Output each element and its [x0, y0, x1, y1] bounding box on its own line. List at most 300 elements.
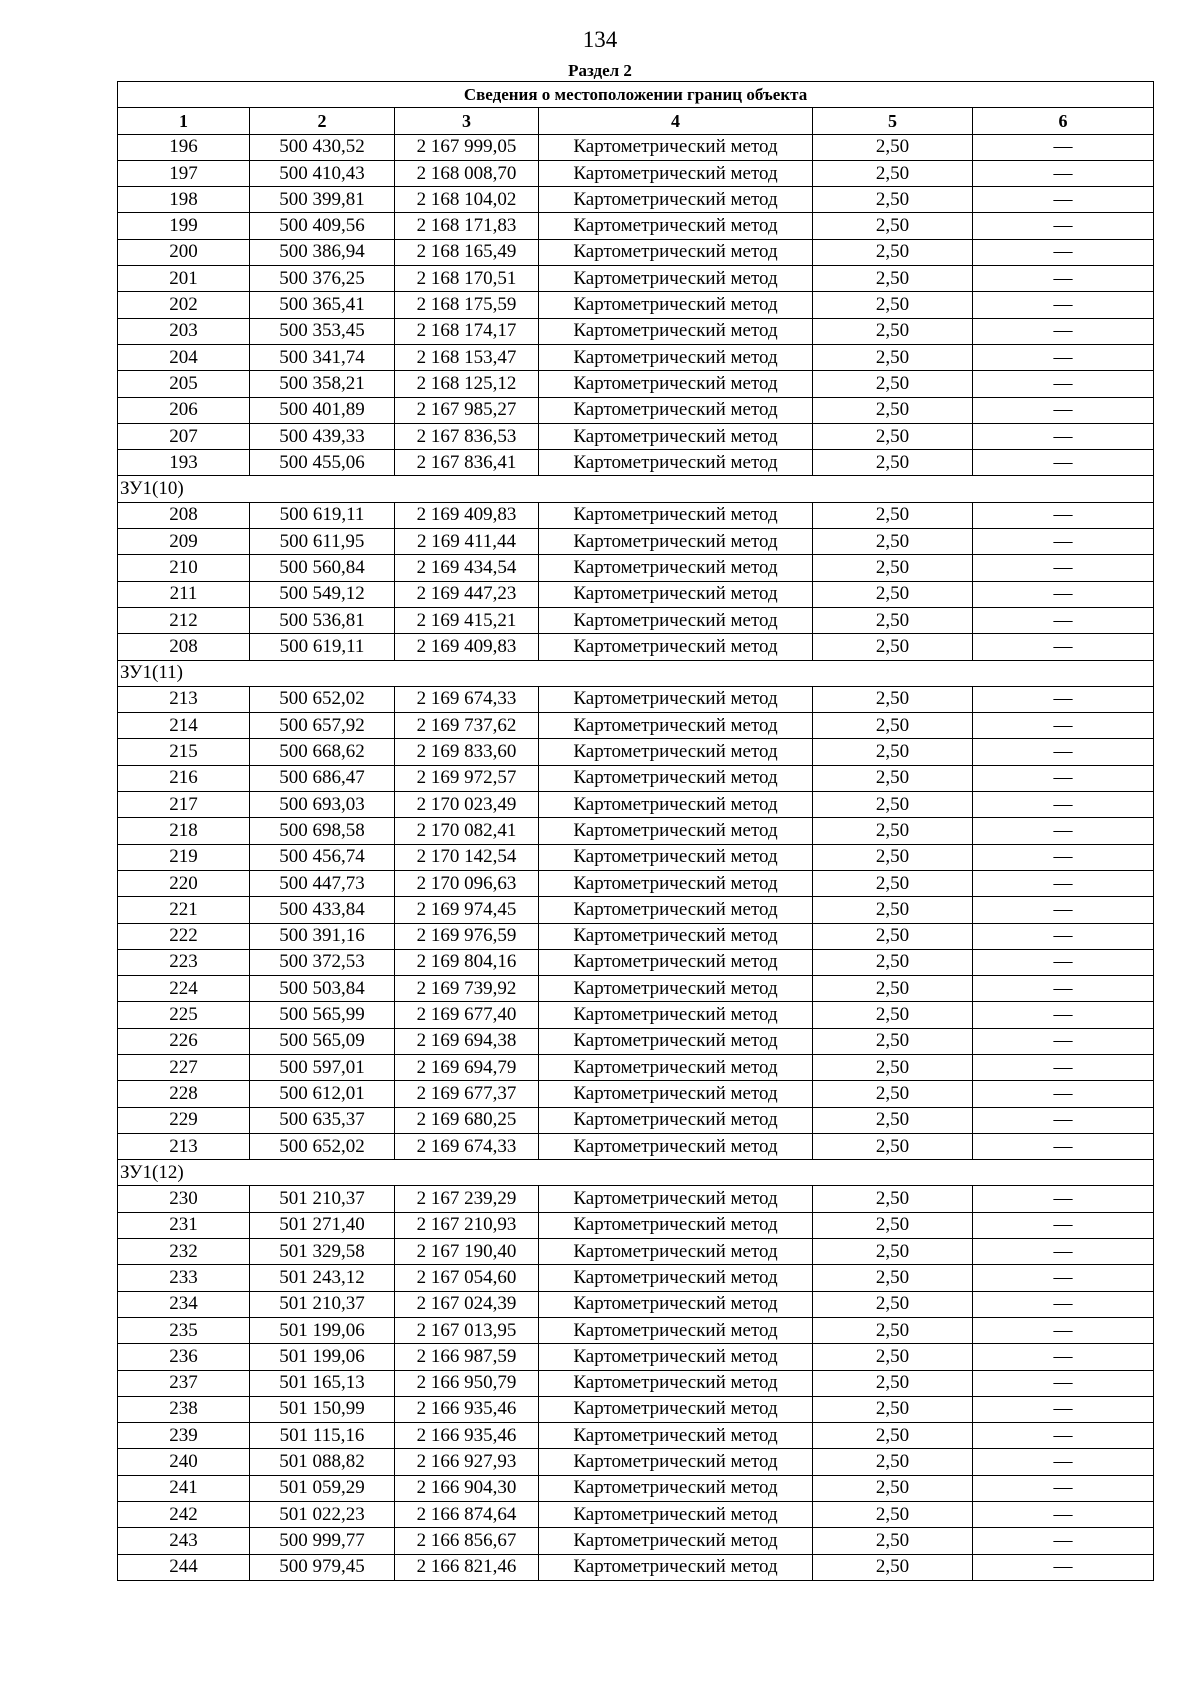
- description-cell: —: [973, 344, 1154, 370]
- method-cell: Картометрический метод: [539, 1554, 813, 1580]
- description-cell: —: [973, 976, 1154, 1002]
- method-cell: Картометрический метод: [539, 529, 813, 555]
- point-number-cell: 215: [118, 739, 250, 765]
- description-cell: —: [973, 213, 1154, 239]
- point-number-cell: 225: [118, 1002, 250, 1028]
- table-row: [118, 1396, 1154, 1422]
- x-coordinate-cell: 501 088,82: [250, 1449, 395, 1475]
- x-coordinate-cell: 500 619,11: [250, 502, 395, 528]
- point-number-cell: 237: [118, 1370, 250, 1396]
- accuracy-cell: 2,50: [813, 239, 973, 265]
- x-coordinate-cell: 500 612,01: [250, 1081, 395, 1107]
- y-coordinate-cell: 2 166 821,46: [395, 1554, 539, 1580]
- point-number-cell: 197: [118, 160, 250, 186]
- point-number-cell: 236: [118, 1344, 250, 1370]
- y-coordinate-cell: 2 170 142,54: [395, 844, 539, 870]
- method-cell: Картометрический метод: [539, 897, 813, 923]
- point-number-cell: 208: [118, 634, 250, 660]
- accuracy-cell: 2,50: [813, 1423, 973, 1449]
- point-number-cell: 229: [118, 1107, 250, 1133]
- point-number-cell: 226: [118, 1028, 250, 1054]
- y-coordinate-cell: 2 169 976,59: [395, 923, 539, 949]
- y-coordinate-cell: 2 166 935,46: [395, 1396, 539, 1422]
- y-coordinate-cell: 2 169 694,79: [395, 1054, 539, 1080]
- y-coordinate-cell: 2 168 170,51: [395, 266, 539, 292]
- method-cell: Картометрический метод: [539, 266, 813, 292]
- description-cell: —: [973, 634, 1154, 660]
- y-coordinate-cell: 2 166 874,64: [395, 1502, 539, 1528]
- accuracy-cell: 2,50: [813, 581, 973, 607]
- accuracy-cell: 2,50: [813, 318, 973, 344]
- x-coordinate-cell: 500 399,81: [250, 187, 395, 213]
- y-coordinate-cell: 2 167 190,40: [395, 1239, 539, 1265]
- group-row: [118, 660, 1154, 686]
- accuracy-cell: 2,50: [813, 1528, 973, 1554]
- point-number-cell: 200: [118, 239, 250, 265]
- point-number-cell: 202: [118, 292, 250, 318]
- method-cell: Картометрический метод: [539, 949, 813, 975]
- y-coordinate-cell: 2 169 411,44: [395, 529, 539, 555]
- table-row: [118, 844, 1154, 870]
- table-header-row: [118, 108, 1154, 134]
- accuracy-cell: 2,50: [813, 976, 973, 1002]
- method-cell: Картометрический метод: [539, 160, 813, 186]
- description-cell: —: [973, 1449, 1154, 1475]
- x-coordinate-cell: 500 376,25: [250, 266, 395, 292]
- group-row: [118, 1160, 1154, 1186]
- description-cell: —: [973, 739, 1154, 765]
- x-coordinate-cell: 501 210,37: [250, 1291, 395, 1317]
- table-row: [118, 818, 1154, 844]
- point-number-cell: 214: [118, 713, 250, 739]
- table-row: [118, 949, 1154, 975]
- method-cell: Картометрический метод: [539, 239, 813, 265]
- method-cell: Картометрический метод: [539, 1186, 813, 1212]
- accuracy-cell: 2,50: [813, 213, 973, 239]
- accuracy-cell: 2,50: [813, 818, 973, 844]
- description-cell: —: [973, 529, 1154, 555]
- table-row: [118, 213, 1154, 239]
- point-number-cell: 241: [118, 1475, 250, 1501]
- point-number-cell: 207: [118, 423, 250, 449]
- description-cell: —: [973, 713, 1154, 739]
- accuracy-cell: 2,50: [813, 502, 973, 528]
- accuracy-cell: 2,50: [813, 397, 973, 423]
- point-number-cell: 196: [118, 134, 250, 160]
- table-row: [118, 1028, 1154, 1054]
- method-cell: Картометрический метод: [539, 1475, 813, 1501]
- y-coordinate-cell: 2 169 677,40: [395, 1002, 539, 1028]
- x-coordinate-cell: 501 329,58: [250, 1239, 395, 1265]
- x-coordinate-cell: 500 686,47: [250, 765, 395, 791]
- x-coordinate-cell: 500 409,56: [250, 213, 395, 239]
- table-row: [118, 1265, 1154, 1291]
- y-coordinate-cell: 2 166 950,79: [395, 1370, 539, 1396]
- y-coordinate-cell: 2 168 125,12: [395, 371, 539, 397]
- x-coordinate-cell: 500 597,01: [250, 1054, 395, 1080]
- section-title: Раздел 2: [568, 61, 632, 80]
- table-row: [118, 555, 1154, 581]
- x-coordinate-cell: 500 391,16: [250, 923, 395, 949]
- group-label: ЗУ1(11): [118, 660, 1154, 686]
- table-row: [118, 765, 1154, 791]
- description-cell: —: [973, 870, 1154, 896]
- column-header-3: 3: [395, 108, 539, 134]
- method-cell: Картометрический метод: [539, 976, 813, 1002]
- description-cell: —: [973, 266, 1154, 292]
- boundary-coordinates-table: [117, 81, 1154, 1581]
- method-cell: Картометрический метод: [539, 1028, 813, 1054]
- table-row: [118, 266, 1154, 292]
- table-row: [118, 187, 1154, 213]
- method-cell: Картометрический метод: [539, 397, 813, 423]
- method-cell: Картометрический метод: [539, 292, 813, 318]
- x-coordinate-cell: 500 619,11: [250, 634, 395, 660]
- table-title: Сведения о местоположении границ объекта: [118, 82, 1154, 108]
- method-cell: Картометрический метод: [539, 1396, 813, 1422]
- column-header-5: 5: [813, 108, 973, 134]
- point-number-cell: 208: [118, 502, 250, 528]
- y-coordinate-cell: 2 169 415,21: [395, 607, 539, 633]
- accuracy-cell: 2,50: [813, 1212, 973, 1238]
- description-cell: —: [973, 371, 1154, 397]
- description-cell: —: [973, 792, 1154, 818]
- x-coordinate-cell: 500 455,06: [250, 450, 395, 476]
- method-cell: Картометрический метод: [539, 134, 813, 160]
- method-cell: Картометрический метод: [539, 1107, 813, 1133]
- table-row: [118, 1449, 1154, 1475]
- y-coordinate-cell: 2 166 856,67: [395, 1528, 539, 1554]
- accuracy-cell: 2,50: [813, 344, 973, 370]
- x-coordinate-cell: 500 635,37: [250, 1107, 395, 1133]
- table-row: [118, 134, 1154, 160]
- method-cell: Картометрический метод: [539, 686, 813, 712]
- accuracy-cell: 2,50: [813, 634, 973, 660]
- method-cell: Картометрический метод: [539, 870, 813, 896]
- description-cell: —: [973, 1107, 1154, 1133]
- y-coordinate-cell: 2 170 082,41: [395, 818, 539, 844]
- method-cell: Картометрический метод: [539, 318, 813, 344]
- point-number-cell: 239: [118, 1423, 250, 1449]
- method-cell: Картометрический метод: [539, 1317, 813, 1343]
- description-cell: —: [973, 686, 1154, 712]
- accuracy-cell: 2,50: [813, 450, 973, 476]
- column-header-6: 6: [973, 108, 1154, 134]
- table-row: [118, 397, 1154, 423]
- point-number-cell: 235: [118, 1317, 250, 1343]
- y-coordinate-cell: 2 166 935,46: [395, 1423, 539, 1449]
- method-cell: Картометрический метод: [539, 1344, 813, 1370]
- table-row: [118, 1370, 1154, 1396]
- accuracy-cell: 2,50: [813, 607, 973, 633]
- table-row: [118, 739, 1154, 765]
- method-cell: Картометрический метод: [539, 450, 813, 476]
- y-coordinate-cell: 2 169 694,38: [395, 1028, 539, 1054]
- point-number-cell: 213: [118, 1133, 250, 1159]
- accuracy-cell: 2,50: [813, 844, 973, 870]
- accuracy-cell: 2,50: [813, 1344, 973, 1370]
- description-cell: —: [973, 423, 1154, 449]
- method-cell: Картометрический метод: [539, 502, 813, 528]
- accuracy-cell: 2,50: [813, 686, 973, 712]
- point-number-cell: 217: [118, 792, 250, 818]
- point-number-cell: 240: [118, 1449, 250, 1475]
- x-coordinate-cell: 500 410,43: [250, 160, 395, 186]
- table-row: [118, 1054, 1154, 1080]
- x-coordinate-cell: 500 657,92: [250, 713, 395, 739]
- accuracy-cell: 2,50: [813, 1396, 973, 1422]
- x-coordinate-cell: 500 693,03: [250, 792, 395, 818]
- accuracy-cell: 2,50: [813, 1502, 973, 1528]
- method-cell: Картометрический метод: [539, 371, 813, 397]
- x-coordinate-cell: 500 560,84: [250, 555, 395, 581]
- y-coordinate-cell: 2 167 985,27: [395, 397, 539, 423]
- point-number-cell: 220: [118, 870, 250, 896]
- description-cell: —: [973, 1133, 1154, 1159]
- description-cell: —: [973, 1212, 1154, 1238]
- table-row: [118, 450, 1154, 476]
- description-cell: —: [973, 1239, 1154, 1265]
- point-number-cell: 224: [118, 976, 250, 1002]
- x-coordinate-cell: 500 358,21: [250, 371, 395, 397]
- method-cell: Картометрический метод: [539, 1054, 813, 1080]
- y-coordinate-cell: 2 166 904,30: [395, 1475, 539, 1501]
- description-cell: —: [973, 1344, 1154, 1370]
- description-cell: —: [973, 765, 1154, 791]
- x-coordinate-cell: 500 999,77: [250, 1528, 395, 1554]
- method-cell: Картометрический метод: [539, 1081, 813, 1107]
- method-cell: Картометрический метод: [539, 1449, 813, 1475]
- y-coordinate-cell: 2 168 165,49: [395, 239, 539, 265]
- point-number-cell: 228: [118, 1081, 250, 1107]
- accuracy-cell: 2,50: [813, 266, 973, 292]
- y-coordinate-cell: 2 167 013,95: [395, 1317, 539, 1343]
- x-coordinate-cell: 500 668,62: [250, 739, 395, 765]
- point-number-cell: 221: [118, 897, 250, 923]
- accuracy-cell: 2,50: [813, 1133, 973, 1159]
- point-number-cell: 206: [118, 397, 250, 423]
- y-coordinate-cell: 2 169 833,60: [395, 739, 539, 765]
- column-header-1: 1: [118, 108, 250, 134]
- method-cell: Картометрический метод: [539, 607, 813, 633]
- point-number-cell: 234: [118, 1291, 250, 1317]
- y-coordinate-cell: 2 167 210,93: [395, 1212, 539, 1238]
- y-coordinate-cell: 2 167 836,53: [395, 423, 539, 449]
- y-coordinate-cell: 2 169 739,92: [395, 976, 539, 1002]
- method-cell: Картометрический метод: [539, 1265, 813, 1291]
- table-row: [118, 1212, 1154, 1238]
- point-number-cell: 204: [118, 344, 250, 370]
- table-row: [118, 1081, 1154, 1107]
- x-coordinate-cell: 501 199,06: [250, 1344, 395, 1370]
- description-cell: —: [973, 239, 1154, 265]
- x-coordinate-cell: 500 565,09: [250, 1028, 395, 1054]
- accuracy-cell: 2,50: [813, 1475, 973, 1501]
- table-row: [118, 897, 1154, 923]
- x-coordinate-cell: 501 243,12: [250, 1265, 395, 1291]
- point-number-cell: 230: [118, 1186, 250, 1212]
- point-number-cell: 211: [118, 581, 250, 607]
- table-row: [118, 1475, 1154, 1501]
- y-coordinate-cell: 2 167 054,60: [395, 1265, 539, 1291]
- point-number-cell: 210: [118, 555, 250, 581]
- x-coordinate-cell: 500 565,99: [250, 1002, 395, 1028]
- y-coordinate-cell: 2 168 153,47: [395, 344, 539, 370]
- table-row: [118, 634, 1154, 660]
- table-row: [118, 1133, 1154, 1159]
- y-coordinate-cell: 2 167 024,39: [395, 1291, 539, 1317]
- y-coordinate-cell: 2 169 447,23: [395, 581, 539, 607]
- table-row: [118, 1239, 1154, 1265]
- description-cell: —: [973, 1396, 1154, 1422]
- table-row: [118, 607, 1154, 633]
- x-coordinate-cell: 500 979,45: [250, 1554, 395, 1580]
- point-number-cell: 209: [118, 529, 250, 555]
- point-number-cell: 232: [118, 1239, 250, 1265]
- y-coordinate-cell: 2 168 104,02: [395, 187, 539, 213]
- table-row: [118, 713, 1154, 739]
- table-row: [118, 870, 1154, 896]
- point-number-cell: 222: [118, 923, 250, 949]
- description-cell: —: [973, 1002, 1154, 1028]
- x-coordinate-cell: 501 271,40: [250, 1212, 395, 1238]
- y-coordinate-cell: 2 169 409,83: [395, 502, 539, 528]
- accuracy-cell: 2,50: [813, 923, 973, 949]
- description-cell: —: [973, 1054, 1154, 1080]
- point-number-cell: 199: [118, 213, 250, 239]
- table-row: [118, 1002, 1154, 1028]
- table-row: [118, 792, 1154, 818]
- x-coordinate-cell: 500 430,52: [250, 134, 395, 160]
- x-coordinate-cell: 500 652,02: [250, 686, 395, 712]
- y-coordinate-cell: 2 170 023,49: [395, 792, 539, 818]
- table-row: [118, 1528, 1154, 1554]
- method-cell: Картометрический метод: [539, 1002, 813, 1028]
- point-number-cell: 213: [118, 686, 250, 712]
- y-coordinate-cell: 2 166 927,93: [395, 1449, 539, 1475]
- accuracy-cell: 2,50: [813, 371, 973, 397]
- method-cell: Картометрический метод: [539, 1291, 813, 1317]
- y-coordinate-cell: 2 169 434,54: [395, 555, 539, 581]
- table-row: [118, 1107, 1154, 1133]
- point-number-cell: 212: [118, 607, 250, 633]
- x-coordinate-cell: 500 698,58: [250, 818, 395, 844]
- method-cell: Картометрический метод: [539, 818, 813, 844]
- table-row: [118, 1186, 1154, 1212]
- accuracy-cell: 2,50: [813, 1265, 973, 1291]
- description-cell: —: [973, 923, 1154, 949]
- table-row: [118, 318, 1154, 344]
- accuracy-cell: 2,50: [813, 187, 973, 213]
- x-coordinate-cell: 501 115,16: [250, 1423, 395, 1449]
- method-cell: Картометрический метод: [539, 213, 813, 239]
- description-cell: —: [973, 1317, 1154, 1343]
- description-cell: —: [973, 1475, 1154, 1501]
- y-coordinate-cell: 2 166 987,59: [395, 1344, 539, 1370]
- y-coordinate-cell: 2 169 974,45: [395, 897, 539, 923]
- description-cell: —: [973, 318, 1154, 344]
- point-number-cell: 243: [118, 1528, 250, 1554]
- accuracy-cell: 2,50: [813, 160, 973, 186]
- x-coordinate-cell: 500 549,12: [250, 581, 395, 607]
- x-coordinate-cell: 500 433,84: [250, 897, 395, 923]
- accuracy-cell: 2,50: [813, 529, 973, 555]
- method-cell: Картометрический метод: [539, 765, 813, 791]
- group-row: [118, 476, 1154, 502]
- point-number-cell: 233: [118, 1265, 250, 1291]
- accuracy-cell: 2,50: [813, 1002, 973, 1028]
- accuracy-cell: 2,50: [813, 1054, 973, 1080]
- description-cell: —: [973, 555, 1154, 581]
- description-cell: —: [973, 1502, 1154, 1528]
- method-cell: Картометрический метод: [539, 187, 813, 213]
- table-row: [118, 423, 1154, 449]
- method-cell: Картометрический метод: [539, 581, 813, 607]
- method-cell: Картометрический метод: [539, 555, 813, 581]
- x-coordinate-cell: 500 353,45: [250, 318, 395, 344]
- table-row: [118, 344, 1154, 370]
- description-cell: —: [973, 187, 1154, 213]
- description-cell: —: [973, 450, 1154, 476]
- point-number-cell: 219: [118, 844, 250, 870]
- x-coordinate-cell: 500 447,73: [250, 870, 395, 896]
- accuracy-cell: 2,50: [813, 1081, 973, 1107]
- table-row: [118, 976, 1154, 1002]
- table-row: [118, 502, 1154, 528]
- method-cell: Картометрический метод: [539, 844, 813, 870]
- y-coordinate-cell: 2 167 999,05: [395, 134, 539, 160]
- table-row: [118, 581, 1154, 607]
- description-cell: —: [973, 897, 1154, 923]
- table-row: [118, 371, 1154, 397]
- table-row: [118, 1554, 1154, 1580]
- column-header-4: 4: [539, 108, 813, 134]
- description-cell: —: [973, 949, 1154, 975]
- x-coordinate-cell: 500 611,95: [250, 529, 395, 555]
- table-row: [118, 160, 1154, 186]
- point-number-cell: 218: [118, 818, 250, 844]
- description-cell: —: [973, 1423, 1154, 1449]
- y-coordinate-cell: 2 169 674,33: [395, 1133, 539, 1159]
- description-cell: —: [973, 134, 1154, 160]
- point-number-cell: 198: [118, 187, 250, 213]
- accuracy-cell: 2,50: [813, 134, 973, 160]
- point-number-cell: 193: [118, 450, 250, 476]
- table-row: [118, 239, 1154, 265]
- y-coordinate-cell: 2 167 836,41: [395, 450, 539, 476]
- accuracy-cell: 2,50: [813, 949, 973, 975]
- x-coordinate-cell: 500 652,02: [250, 1133, 395, 1159]
- table-row: [118, 686, 1154, 712]
- y-coordinate-cell: 2 167 239,29: [395, 1186, 539, 1212]
- method-cell: Картометрический метод: [539, 1370, 813, 1396]
- accuracy-cell: 2,50: [813, 1317, 973, 1343]
- group-label: ЗУ1(12): [118, 1160, 1154, 1186]
- method-cell: Картометрический метод: [539, 713, 813, 739]
- accuracy-cell: 2,50: [813, 870, 973, 896]
- description-cell: —: [973, 397, 1154, 423]
- method-cell: Картометрический метод: [539, 1502, 813, 1528]
- description-cell: —: [973, 1081, 1154, 1107]
- x-coordinate-cell: 501 199,06: [250, 1317, 395, 1343]
- table-row: [118, 292, 1154, 318]
- accuracy-cell: 2,50: [813, 739, 973, 765]
- method-cell: Картометрический метод: [539, 634, 813, 660]
- y-coordinate-cell: 2 169 804,16: [395, 949, 539, 975]
- table-row: [118, 529, 1154, 555]
- description-cell: —: [973, 1554, 1154, 1580]
- description-cell: —: [973, 844, 1154, 870]
